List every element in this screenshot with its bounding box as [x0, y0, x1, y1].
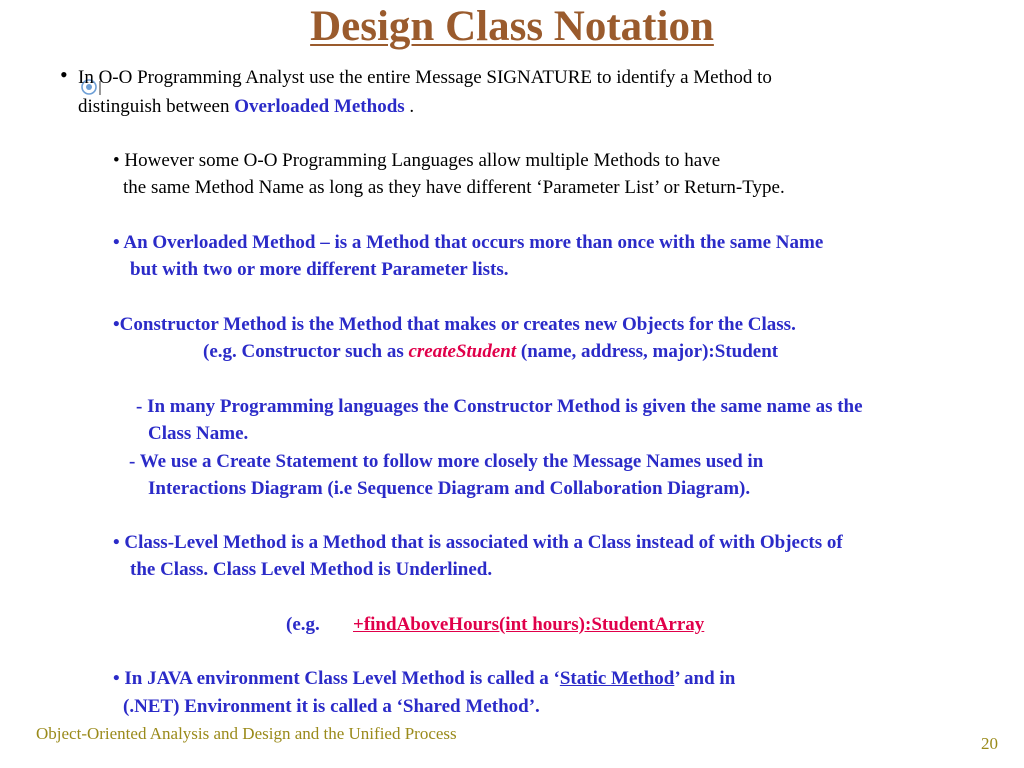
para5-line1: - In many Programming languages the Constructor Method is given the same name as the — [136, 396, 863, 417]
para3-line2: but with two or more different Parameter lists. — [130, 259, 509, 280]
para5-line2: Class Name. — [148, 423, 249, 444]
para2-line2: the same Method Name as long as they have different ‘Parameter List’ or Return-Type. — [123, 177, 785, 198]
para2-line1: • However some O-O Programming Languages allow multiple Methods to have — [113, 150, 721, 171]
find-above-hours-term: +findAboveHours(int hours):StudentArray — [353, 614, 705, 635]
para3-line1: • An Overloaded Method – is a Method that occurs more than once with the same Name — [113, 232, 824, 253]
para7-line2: (.NET) Environment it is called a ‘Shared Method’. — [123, 696, 540, 717]
para7-line1 — [113, 668, 735, 690]
para6-line2: the Class. Class Level Method is Underlined. — [130, 559, 493, 580]
para1-text: distinguish between — [78, 96, 235, 117]
footer-text: Object-Oriented Analysis and Design and the Unified Process — [36, 724, 457, 743]
constructor-example-suffix: (name, address, major):Student — [516, 341, 779, 362]
para4-line1: •Constructor Method is the Method that makes or creates new Objects for the Class. — [113, 314, 796, 335]
para1-end: . — [404, 96, 415, 117]
java-text-end: ’ and in — [674, 668, 736, 689]
para1-line2 — [78, 96, 414, 118]
create-student-term: createStudent — [408, 341, 517, 362]
page-number: 20 — [981, 734, 998, 753]
para5-line4: Interactions Diagram (i.e Sequence Diagram and Collaboration Diagram). — [148, 478, 751, 499]
para5-line3: - We use a Create Statement to follow more closely the Message Names used in — [129, 451, 764, 472]
static-method-term: Static Method — [559, 668, 675, 689]
para6-example-method — [353, 614, 704, 636]
para6-line1: • Class-Level Method is a Method that is associated with a Class instead of with Objects of — [113, 532, 843, 553]
java-text: • In JAVA environment Class Level Method is called a ‘ — [113, 668, 560, 689]
overloaded-methods-term: Overloaded Methods — [234, 96, 405, 117]
para1-line1: In O-O Programming Analyst use the entire Message SIGNATURE to identify a Method to — [78, 67, 772, 88]
bullet: • — [60, 62, 68, 87]
para4-line2 — [203, 341, 778, 363]
constructor-example-prefix: (e.g. Constructor such as — [203, 341, 409, 362]
slide-title: Design Class Notation — [310, 3, 714, 50]
para6-example-label: (e.g. — [286, 614, 320, 635]
